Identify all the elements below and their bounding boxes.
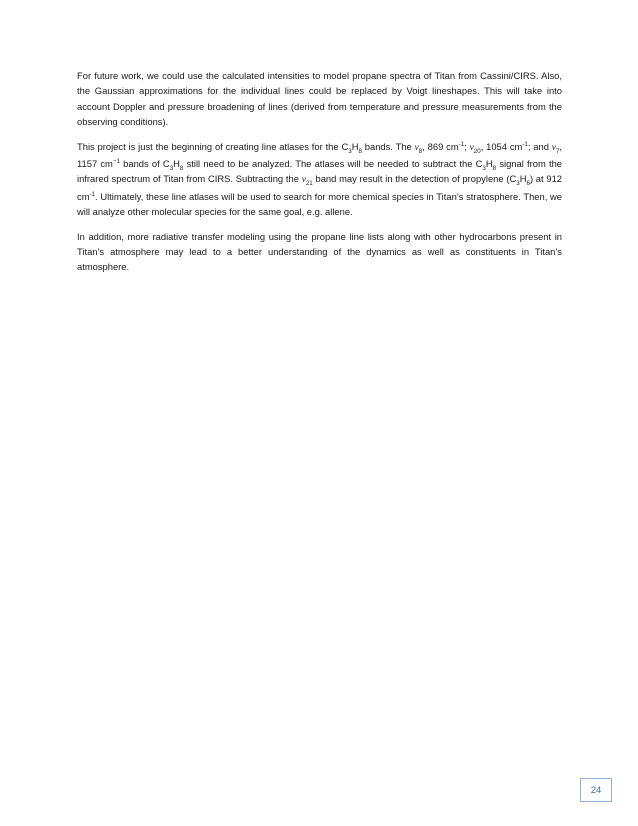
text-run: ; and bbox=[527, 140, 552, 152]
page-number-label: 24 bbox=[590, 784, 602, 796]
text-run: H bbox=[519, 173, 527, 185]
subscript: 8 bbox=[418, 147, 423, 155]
subscript: 21 bbox=[305, 180, 313, 188]
text-run: . Ultimately, these line atlases will be used to search for more chemical species in Titan’s stratosphere. Then, we will analyze other molecular species for the same goal, e.g. allene. bbox=[77, 190, 562, 218]
subscript: 3 bbox=[482, 164, 486, 172]
text-run: , 1157 cm bbox=[77, 140, 563, 170]
nu-symbol: ν bbox=[414, 142, 419, 153]
subscript: 8 bbox=[358, 147, 362, 155]
paragraph-line-atlases bbox=[77, 139, 562, 220]
superscript: −1 bbox=[112, 157, 120, 165]
subscript: 7 bbox=[555, 147, 560, 155]
text-run: This project is just the beginning of creating line atlases for the C bbox=[77, 140, 349, 152]
text-run: H bbox=[173, 158, 180, 170]
subscript: 6 bbox=[526, 180, 530, 188]
nu-symbol: ν bbox=[469, 142, 474, 153]
text-run: band may result in the detection of propylene (C bbox=[312, 173, 517, 185]
text-run: signal from the infrared spectrum of Titan from CIRS. Subtracting the bbox=[77, 158, 563, 185]
subscript: 8 bbox=[492, 164, 497, 172]
text-run: H bbox=[351, 140, 359, 152]
text-run: bands. The bbox=[361, 140, 415, 152]
text-run: still need to be analyzed. The atlases will be needed to subtract the C bbox=[183, 158, 483, 170]
subscript: 3 bbox=[169, 164, 174, 172]
superscript: -1 bbox=[89, 190, 96, 198]
nu-symbol: ν bbox=[551, 142, 556, 153]
text-run: ) at 912 cm bbox=[77, 173, 563, 202]
text-run: ; bbox=[464, 140, 470, 152]
subscript: 20 bbox=[473, 147, 481, 155]
text-run: , 1054 cm bbox=[480, 140, 523, 152]
nu-symbol: ν bbox=[301, 175, 306, 186]
superscript: -1 bbox=[522, 140, 528, 148]
paragraph-radiative-transfer: In addition, more radiative transfer modeling using the propane line lists along with other hydrocarbons present in Titan’s atmosphere may lead to a better understanding of the dynamics as well as constituents in Titan’s atmosphere. bbox=[77, 230, 562, 273]
subscript: 3 bbox=[348, 147, 352, 155]
text-run: bands of C bbox=[119, 158, 170, 170]
text-run: H bbox=[485, 158, 493, 170]
paragraph-future-work: For future work, we could use the calculated intensities to model propane spectra of Titan from Cassini/CIRS. Also, the Gaussian approximations for the individual lines could be replaced by Voigt lineshapes. This will take into account Doppler and pressure broadening of lines (derived from temperature and pressure measurements from the observing conditions). bbox=[77, 70, 562, 128]
text-run: , 869 cm bbox=[422, 140, 459, 152]
superscript: -1 bbox=[458, 140, 465, 148]
subscript: 8 bbox=[179, 164, 184, 172]
page-number bbox=[580, 778, 612, 802]
body-text bbox=[77, 68, 562, 284]
subscript: 3 bbox=[516, 180, 520, 188]
